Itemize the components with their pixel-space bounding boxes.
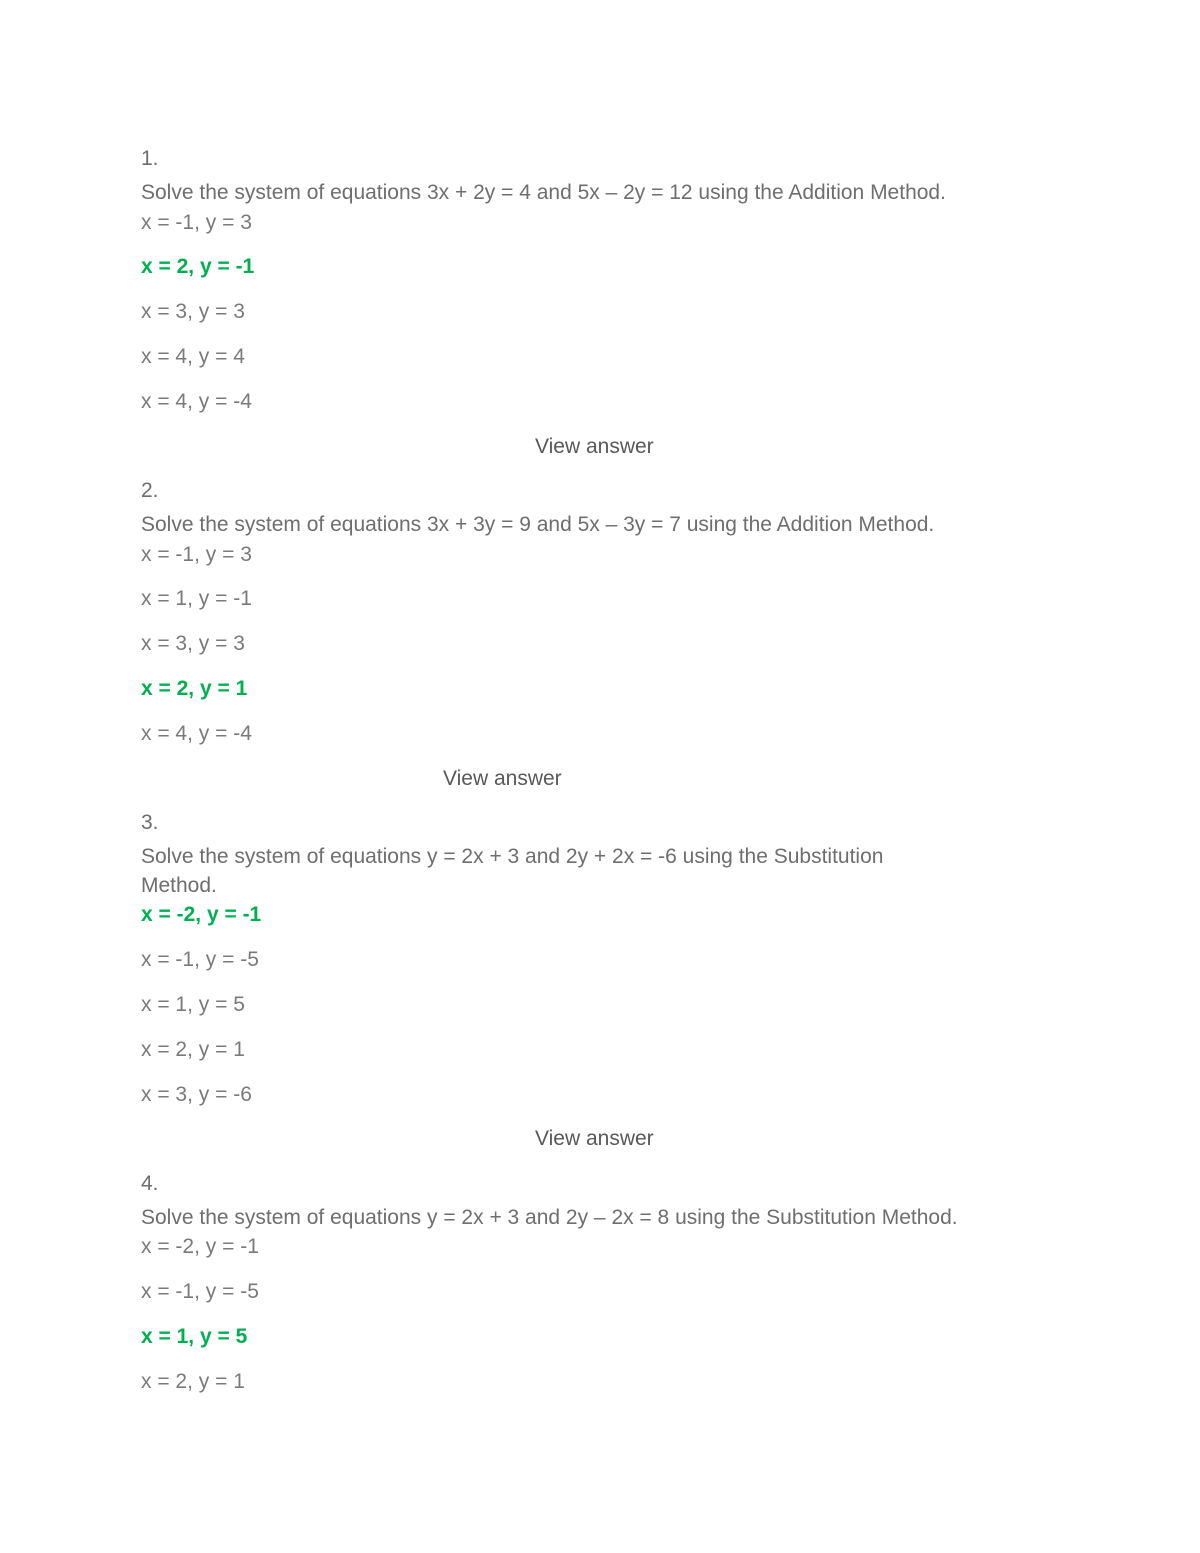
answer-option: x = -2, y = -1 xyxy=(141,1235,259,1258)
question-prompt: Solve the system of equations 3x + 3y = 9 and 5x – 3y = 7 using the Addition Method. xyxy=(141,513,935,536)
question-number: 3. xyxy=(141,811,159,834)
correct-answer-option: x = 1, y = 5 xyxy=(141,1325,248,1348)
answer-option: x = 4, y = -4 xyxy=(141,722,252,745)
answer-option: x = -1, y = -5 xyxy=(141,948,259,971)
answer-option: x = 2, y = 1 xyxy=(141,1370,245,1393)
answer-option: x = 3, y = 3 xyxy=(141,300,245,323)
answer-option: x = 1, y = 5 xyxy=(141,993,245,1016)
correct-answer-option: x = 2, y = 1 xyxy=(141,677,248,700)
correct-answer-option: x = -2, y = -1 xyxy=(141,903,262,926)
answer-option: x = 4, y = -4 xyxy=(141,390,252,413)
answer-option: x = 3, y = -6 xyxy=(141,1083,252,1106)
question-prompt: Solve the system of equations y = 2x + 3 and 2y – 2x = 8 using the Substitution Method. xyxy=(141,1206,958,1229)
answer-option: x = 4, y = 4 xyxy=(141,345,245,368)
answer-option: x = 1, y = -1 xyxy=(141,587,252,610)
question-number: 2. xyxy=(141,479,159,502)
view-answer-link[interactable]: View answer xyxy=(535,1127,654,1150)
view-answer-link[interactable]: View answer xyxy=(535,435,654,458)
question-number: 4. xyxy=(141,1172,159,1195)
question-prompt: Solve the system of equations y = 2x + 3 and 2y + 2x = -6 using the Substitution xyxy=(141,845,884,868)
answer-option: x = 3, y = 3 xyxy=(141,632,245,655)
view-answer-link[interactable]: View answer xyxy=(443,767,562,790)
answer-option: x = 2, y = 1 xyxy=(141,1038,245,1061)
answer-option: x = -1, y = 3 xyxy=(141,211,252,234)
answer-option: x = -1, y = -5 xyxy=(141,1280,259,1303)
question-prompt: Solve the system of equations 3x + 2y = 4 and 5x – 2y = 12 using the Addition Method. xyxy=(141,181,946,204)
question-prompt-continued: Method. xyxy=(141,874,217,897)
correct-answer-option: x = 2, y = -1 xyxy=(141,255,255,278)
answer-option: x = -1, y = 3 xyxy=(141,543,252,566)
question-number: 1. xyxy=(141,147,159,170)
